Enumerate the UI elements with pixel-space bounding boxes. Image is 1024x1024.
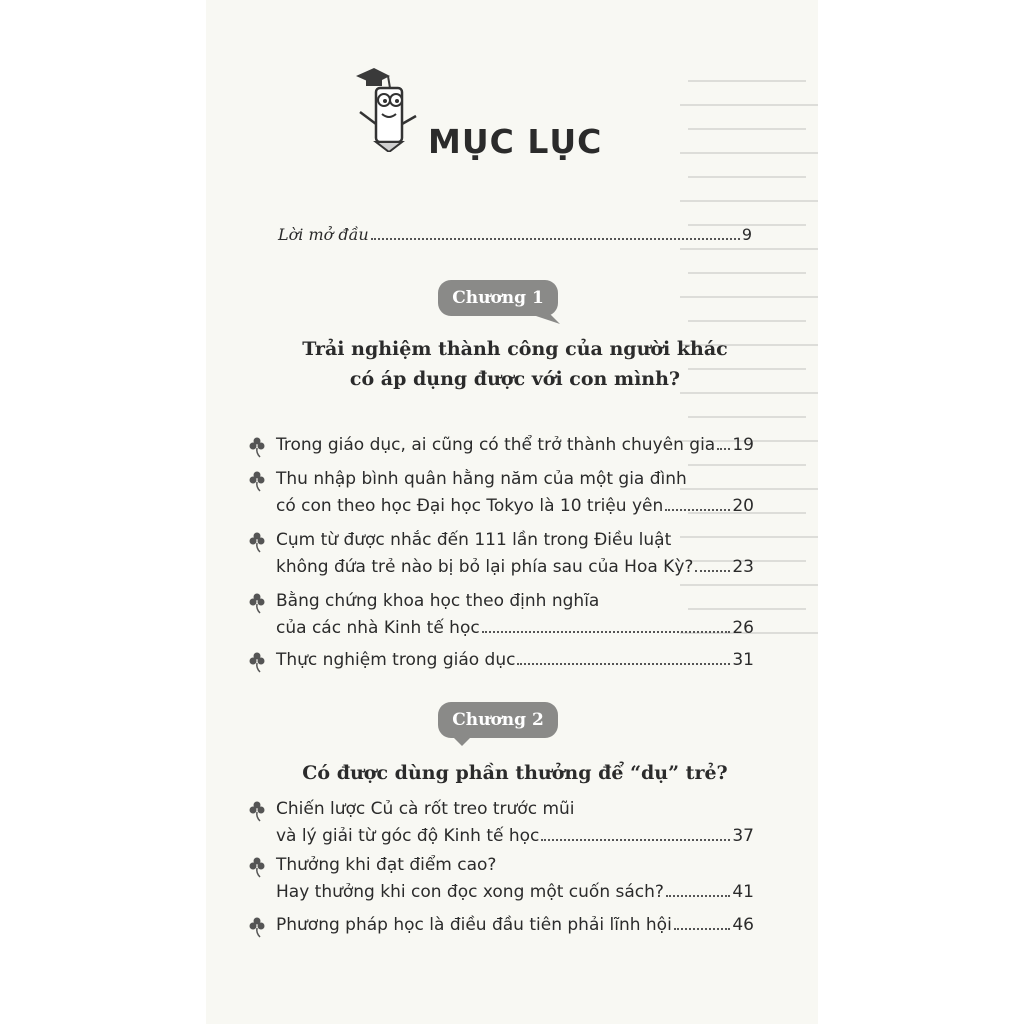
- dot-leader: [717, 448, 730, 450]
- dot-leader: [666, 895, 730, 897]
- chapter-1-title-line: Trải nghiệm thành công của người khác: [302, 338, 728, 360]
- entry-text: của các nhà Kinh tế học: [276, 618, 480, 638]
- dot-leader: [482, 631, 731, 633]
- entry-text: và lý giải từ góc độ Kinh tế học: [276, 826, 540, 846]
- dot-leader: [674, 928, 731, 930]
- chapter-2-label: Chương 2: [452, 710, 544, 730]
- clover-bullet-icon: [248, 436, 266, 458]
- toc-entry[interactable]: [276, 852, 754, 906]
- toc-entry[interactable]: [276, 527, 754, 581]
- toc-entry[interactable]: [276, 432, 754, 459]
- dot-leader: [665, 509, 730, 511]
- dot-leader: [695, 570, 730, 572]
- toc-entry[interactable]: [276, 588, 754, 642]
- entry-text: Thưởng khi đạt điểm cao?: [276, 855, 497, 875]
- toc-entry[interactable]: [276, 466, 754, 520]
- entry-page-number: 19: [732, 435, 754, 455]
- entry-page-number: 23: [732, 557, 754, 577]
- entry-text: Bằng chứng khoa học theo định nghĩa: [276, 591, 600, 611]
- dot-leader: [541, 839, 730, 841]
- entry-text: Hay thưởng khi con đọc xong một cuốn sách?: [276, 882, 664, 902]
- clover-bullet-icon: [248, 856, 266, 878]
- clover-bullet-icon: [248, 531, 266, 553]
- entry-page-number: 46: [732, 915, 754, 935]
- dot-leader: [371, 238, 740, 240]
- entry-page-number: 41: [732, 882, 754, 902]
- chapter-2-title: [278, 758, 752, 788]
- entry-text: Thực nghiệm trong giáo dục: [276, 650, 516, 670]
- entry-text: Phương pháp học là điều đầu tiên phải lĩnh hội: [276, 915, 672, 935]
- entry-text: không đứa trẻ nào bị bỏ lại phía sau của Hoa Kỳ?: [276, 557, 694, 577]
- chapter-1-title-line: có áp dụng được với con mình?: [349, 368, 681, 390]
- clover-bullet-icon: [248, 916, 266, 938]
- entry-page-number: 20: [732, 496, 754, 516]
- toc-entry[interactable]: [276, 912, 754, 939]
- entry-text: Trong giáo dục, ai cũng có thể trở thành chuyên gia: [276, 435, 716, 455]
- chapter-2-title-line: Có được dùng phần thưởng để “dụ” trẻ?: [302, 762, 728, 784]
- toc-heading: MỤC LỤC: [428, 122, 603, 161]
- entry-page-number: 26: [732, 618, 754, 638]
- intro-page-number: 9: [741, 225, 752, 244]
- clover-bullet-icon: [248, 592, 266, 614]
- entry-page-number: 37: [732, 826, 754, 846]
- pencil-mascot-icon: [352, 66, 420, 152]
- dot-leader: [517, 663, 730, 665]
- chapter-1-label: Chương 1: [452, 288, 544, 308]
- book-page: [206, 0, 818, 1024]
- entry-text: có con theo học Đại học Tokyo là 10 triệu yên: [276, 496, 664, 516]
- intro-label: Lời mở đầu: [278, 225, 369, 244]
- entry-text: Thu nhập bình quân hằng năm của một gia đình: [276, 469, 687, 489]
- chapter-1-title: [278, 334, 752, 394]
- entry-text: Cụm từ được nhắc đến 111 lần trong Điều luật: [276, 530, 672, 550]
- clover-bullet-icon: [248, 800, 266, 822]
- entry-text: Chiến lược Củ cà rốt treo trước mũi: [276, 799, 575, 819]
- toc-entry[interactable]: [276, 796, 754, 850]
- toc-entry-intro[interactable]: [278, 225, 752, 245]
- clover-bullet-icon: [248, 651, 266, 673]
- entry-page-number: 31: [732, 650, 754, 670]
- clover-bullet-icon: [248, 470, 266, 492]
- toc-entry[interactable]: [276, 647, 754, 674]
